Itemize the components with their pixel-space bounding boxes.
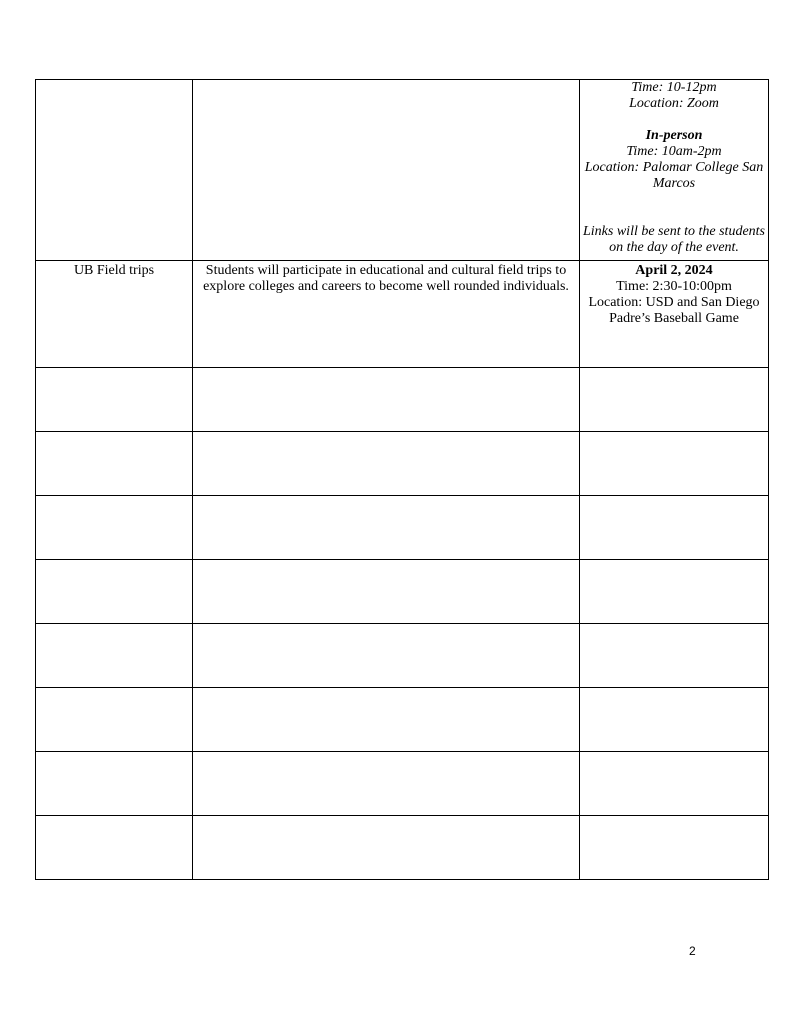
schedule-table: [35, 79, 769, 880]
event-details: [580, 261, 769, 368]
description-cell: [193, 80, 580, 261]
links-note: Links will be sent to the students: [583, 224, 765, 239]
empty-cell: [580, 688, 769, 752]
empty-cell: [193, 752, 580, 816]
empty-cell: [193, 560, 580, 624]
empty-row: [36, 624, 769, 688]
empty-cell: [36, 368, 193, 432]
program-name: UB Field trips: [36, 261, 193, 368]
in-person-heading: In-person: [645, 128, 703, 143]
event-location-cont: Padre’s Baseball Game: [609, 311, 739, 326]
empty-cell: [193, 432, 580, 496]
schedule-cell: [580, 80, 769, 261]
empty-row: [36, 496, 769, 560]
empty-row: [36, 560, 769, 624]
empty-cell: [580, 816, 769, 880]
in-person-location: Location: Palomar College San: [584, 160, 764, 175]
program-cell: [36, 80, 193, 261]
empty-cell: [36, 560, 193, 624]
empty-cell: [580, 560, 769, 624]
empty-cell: [36, 432, 193, 496]
empty-cell: [193, 368, 580, 432]
in-person-location-cont: Marcos: [652, 176, 696, 191]
empty-cell: [36, 496, 193, 560]
empty-row: [36, 432, 769, 496]
empty-cell: [36, 688, 193, 752]
empty-cell: [193, 496, 580, 560]
program-description: Students will participate in educational and cultural field trips to explore colleges and careers to become well rounded individuals.: [193, 261, 580, 368]
virtual-time: Time: 10-12pm: [631, 80, 717, 95]
event-time: Time: 2:30-10:00pm: [616, 279, 732, 294]
event-location: Location: USD and San Diego: [588, 295, 760, 310]
empty-cell: [580, 624, 769, 688]
empty-cell: [580, 496, 769, 560]
table-row: [36, 80, 769, 261]
empty-cell: [580, 368, 769, 432]
virtual-location: Location: Zoom: [629, 96, 719, 111]
empty-cell: [580, 752, 769, 816]
empty-cell: [193, 624, 580, 688]
empty-row: [36, 752, 769, 816]
empty-row: [36, 816, 769, 880]
empty-cell: [36, 816, 193, 880]
empty-cell: [193, 816, 580, 880]
event-date: April 2, 2024: [635, 263, 713, 278]
table-row: [36, 261, 769, 368]
empty-row: [36, 368, 769, 432]
empty-row: [36, 688, 769, 752]
empty-cell: [580, 432, 769, 496]
empty-cell: [193, 688, 580, 752]
empty-cell: [36, 624, 193, 688]
in-person-time: Time: 10am-2pm: [626, 144, 722, 159]
links-note-cont: on the day of the event.: [609, 240, 739, 255]
empty-cell: [36, 752, 193, 816]
page-number: 2: [689, 944, 696, 958]
